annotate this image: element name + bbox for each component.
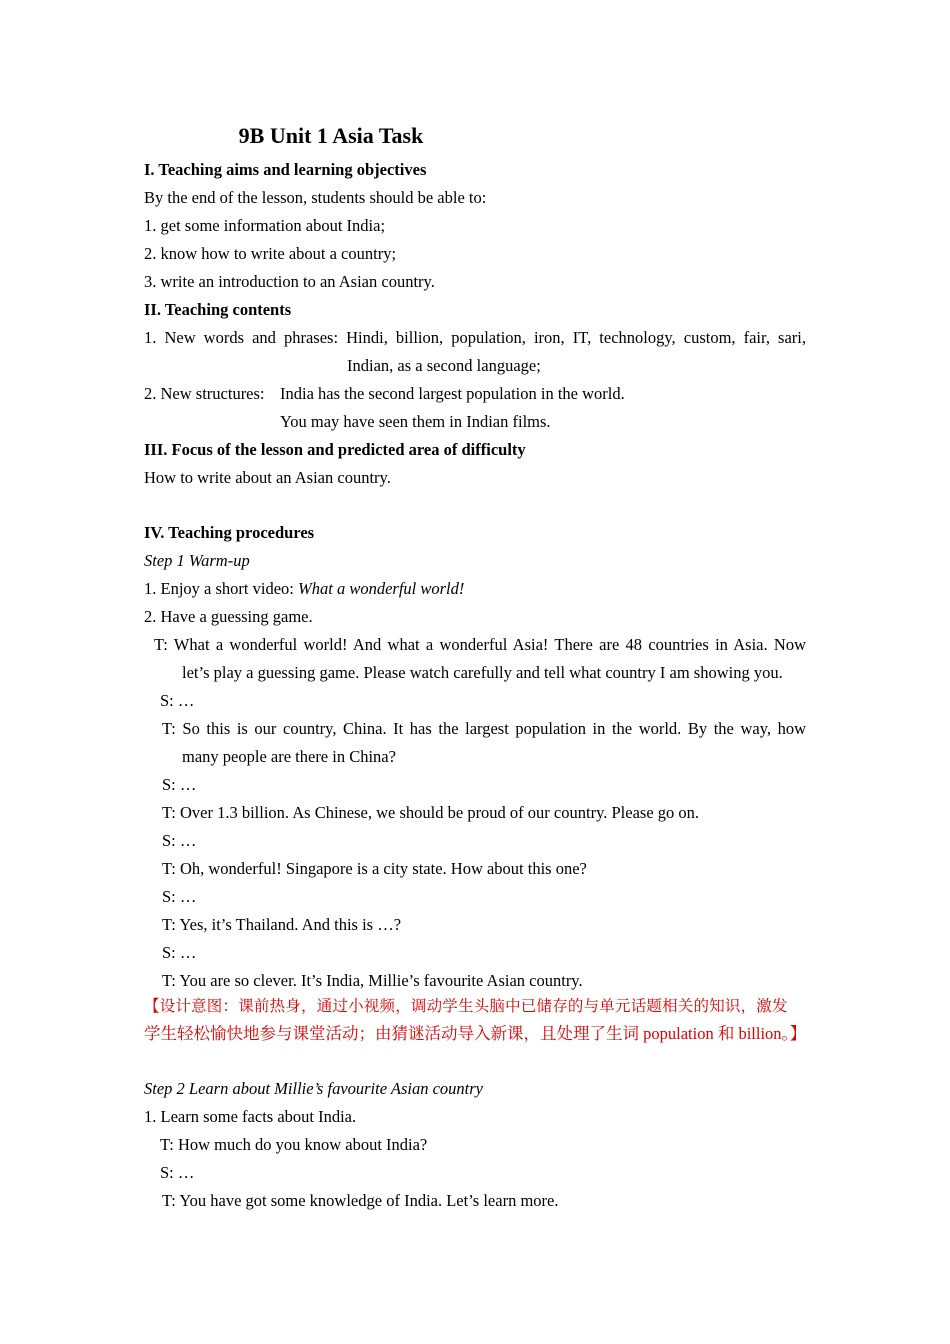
student-reply: S: … <box>162 887 197 906</box>
student-reply: S: … <box>162 831 197 850</box>
design-note: 学生轻松愉快地参与课堂活动；由猜谜活动导入新课，且处理了生词 population 和 billion。】 <box>144 1024 807 1043</box>
structure-item: India has the second largest population in the world. <box>280 384 625 403</box>
document-title: 9B Unit 1 Asia Task <box>238 123 424 148</box>
dialogue-line: T: You are so clever. It’s India, Millie’s favourite Asian country. <box>162 971 583 990</box>
new-words-line: 1. New words and phrases: Hindi, billion, population, iron, IT, technology, custom, fair, sari, <box>144 328 806 347</box>
student-reply: S: … <box>162 775 197 794</box>
student-reply: S: … <box>162 943 197 962</box>
structure-item: You may have seen them in Indian films. <box>280 412 551 431</box>
dialogue-line: many people are there in China? <box>182 747 396 766</box>
aims-intro: By the end of the lesson, students should be able to: <box>144 188 487 207</box>
aim-item: 3. write an introduction to an Asian country. <box>144 272 435 291</box>
student-reply: S: … <box>160 691 195 710</box>
dialogue-line: T: What a wonderful world! And what a wonderful Asia! There are 48 countries in Asia. Now <box>154 635 806 654</box>
new-structures-label: 2. New structures: <box>144 384 265 403</box>
dialogue-line: T: So this is our country, China. It has the largest population in the world. By the way, how <box>162 719 806 738</box>
dialogue-line: let’s play a guessing game. Please watch carefully and tell what country I am showing you. <box>182 663 783 682</box>
new-words-continued: Indian, as a second language; <box>347 356 541 375</box>
dialogue-line: T: How much do you know about India? <box>160 1135 428 1154</box>
focus-text: How to write about an Asian country. <box>144 468 391 487</box>
dialogue-line: T: Yes, it’s Thailand. And this is …? <box>162 915 402 934</box>
student-reply: S: … <box>160 1163 195 1182</box>
procedure-item: 2. Have a guessing game. <box>144 607 313 626</box>
section-heading-aims: I. Teaching aims and learning objectives <box>144 160 427 179</box>
step-heading: Step 1 Warm-up <box>144 551 250 570</box>
section-heading-focus: III. Focus of the lesson and predicted area of difficulty <box>144 440 526 459</box>
dialogue-line: T: You have got some knowledge of India. Let’s learn more. <box>162 1191 559 1210</box>
dialogue-line: T: Oh, wonderful! Singapore is a city state. How about this one? <box>162 859 587 878</box>
section-heading-procedures: IV. Teaching procedures <box>144 523 315 542</box>
video-prefix: 1. Enjoy a short video: <box>144 579 298 598</box>
step-heading: Step 2 Learn about Millie’s favourite Asian country <box>144 1079 483 1098</box>
aim-item: 1. get some information about India; <box>144 216 386 235</box>
procedure-item <box>144 575 464 603</box>
aim-item: 2. know how to write about a country; <box>144 244 397 263</box>
procedure-item: 1. Learn some facts about India. <box>144 1107 357 1126</box>
video-title: What a wonderful world! <box>297 579 465 598</box>
design-note: 【设计意图：课前热身，通过小视频，调动学生头脑中已储存的与单元话题相关的知识，激发 <box>144 997 788 1015</box>
dialogue-line: T: Over 1.3 billion. As Chinese, we should be proud of our country. Please go on. <box>162 803 700 822</box>
section-heading-contents: II. Teaching contents <box>144 300 292 319</box>
